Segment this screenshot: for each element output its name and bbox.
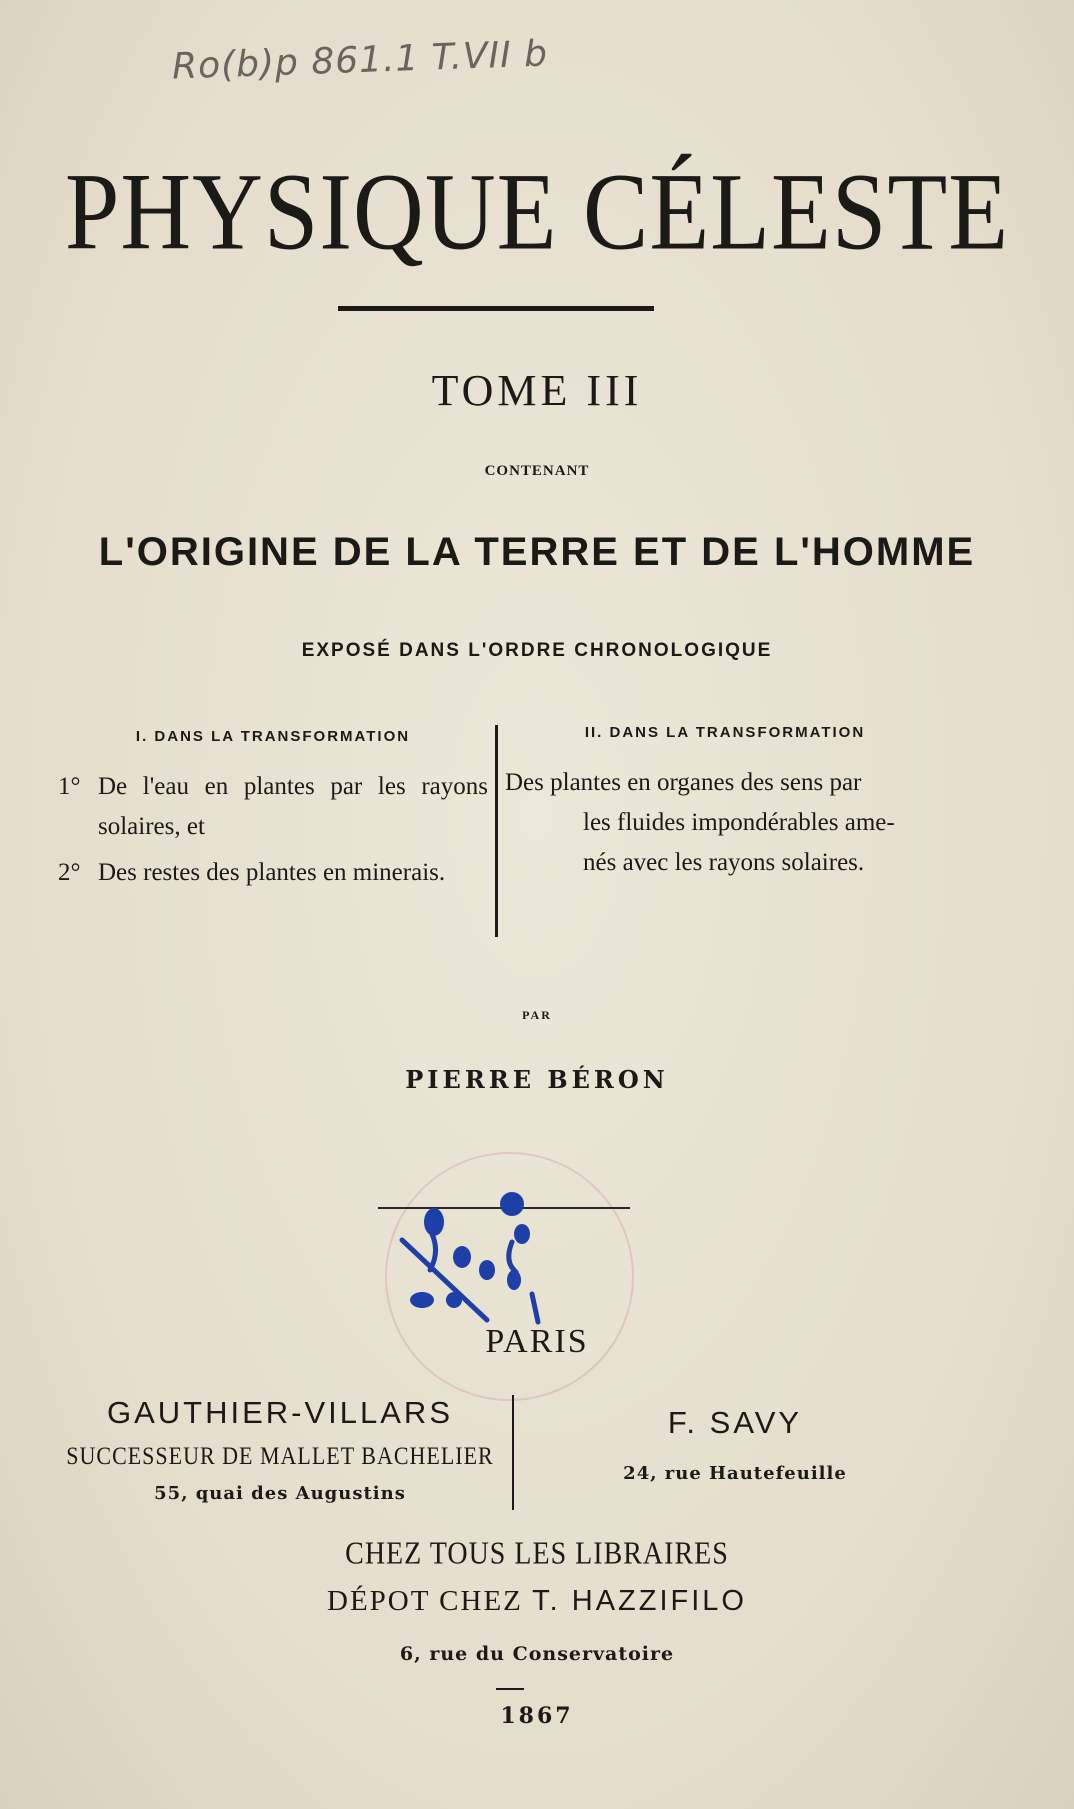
right-text-line: nés avec les rayons solaires. (583, 849, 865, 876)
right-text-line: les fluides impondérables ame- (583, 809, 895, 836)
left-column (58, 728, 488, 899)
depot-address: 6, rue du Conservatoire (399, 1643, 675, 1665)
publisher-subtitle: SUCCESSEUR DE MALLET BACHELIER (66, 1441, 494, 1470)
item-number: 1° (58, 773, 81, 800)
publisher-name: GAUTHIER-VILLARS (106, 1395, 453, 1430)
title-rule (338, 306, 654, 311)
blue-ink-stamp-icon (392, 1182, 562, 1342)
depot-line (0, 1585, 1074, 1618)
par-label: PAR (522, 1008, 552, 1022)
publisher-name: F. SAVY (667, 1405, 803, 1440)
year-rule (496, 1688, 524, 1690)
depot-name: T. HAZZIFILO (532, 1585, 747, 1617)
right-text-line: Des plantes en organes des sens par (505, 769, 862, 796)
list-item (58, 767, 488, 847)
publisher-divider (512, 1395, 514, 1510)
depot-prefix: DÉPOT CHEZ (327, 1585, 523, 1617)
right-column-text (505, 763, 945, 883)
contenant-label: CONTENANT (484, 463, 590, 479)
list-item (58, 853, 488, 893)
publisher-address: 24, rue Hautefeuille (623, 1463, 847, 1484)
publisher-left (60, 1395, 500, 1504)
city-label: PARIS (485, 1323, 589, 1360)
publisher-address: 55, quai des Augustins (154, 1483, 406, 1504)
book-title: PHYSIQUE CÉLESTE (64, 152, 1010, 274)
left-column-heading: I. DANS LA TRANSFORMATION (135, 728, 411, 745)
item-number: 2° (58, 859, 81, 886)
handwritten-shelfmark: Ro(b)p 861.1 T.VII b (171, 33, 549, 88)
author-name: PIERRE BÉRON (405, 1065, 669, 1094)
booksellers-line: CHEZ TOUS LES LIBRAIRES (345, 1536, 729, 1572)
right-column (505, 724, 945, 883)
volume-label: TOME III (431, 366, 643, 415)
subject-heading: L'ORIGINE DE LA TERRE ET DE L'HOMME (98, 530, 976, 574)
expose-line: EXPOSÉ DANS L'ORDRE CHRONOLOGIQUE (301, 640, 773, 661)
right-column-heading: II. DANS LA TRANSFORMATION (584, 724, 866, 741)
column-divider (495, 725, 498, 937)
item-text: Des restes des plantes en minerais. (98, 859, 446, 886)
publication-year: 1867 (500, 1703, 574, 1729)
item-text: De l'eau en plantes par les rayons solaires, et (98, 773, 488, 840)
publisher-right (520, 1405, 950, 1484)
